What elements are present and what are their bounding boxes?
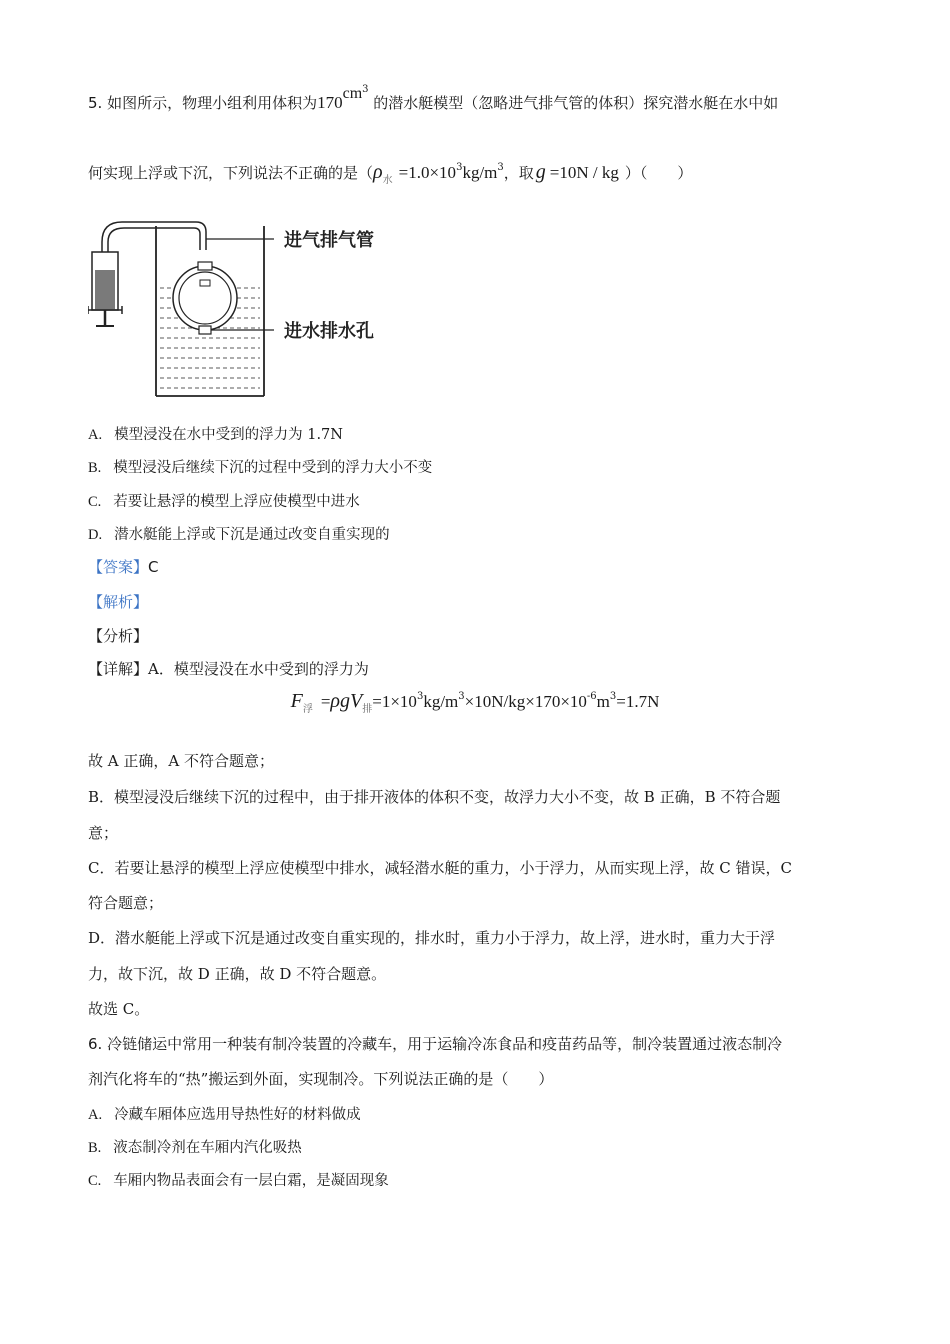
option-letter: A. bbox=[88, 1107, 103, 1123]
q5-volume: 170 bbox=[317, 93, 343, 112]
q5-text-2b: ）（ ） bbox=[624, 164, 693, 182]
option-letter: C. bbox=[88, 1173, 102, 1189]
formula-part1: =1×10 bbox=[372, 692, 417, 711]
q6-number: 6 bbox=[88, 1035, 98, 1053]
detail-tag: 【详解】 bbox=[88, 660, 149, 678]
q6-line-1 bbox=[88, 1033, 870, 1054]
option-letter: C. bbox=[88, 494, 102, 510]
formula-part3: ×10N/kg×170×10 bbox=[464, 692, 587, 711]
tube bbox=[102, 222, 206, 250]
label-hole: 进水排水孔 bbox=[284, 321, 374, 342]
formula-part5: =1.7N bbox=[616, 692, 660, 711]
option-text: 模型浸没在水中受到的浮力为 1.7N bbox=[114, 427, 343, 443]
rho-subscript: 水 bbox=[382, 175, 393, 186]
q6-text-1: . 冷链储运中常用一种装有制冷装置的冷藏车，用于运输冷冻食品和疫苗药品等，制冷装置通过液态制冷 bbox=[97, 1035, 783, 1053]
q5-unit: cm bbox=[342, 85, 363, 102]
g-symbol: g bbox=[535, 161, 546, 183]
rho-exponent: 3 bbox=[456, 162, 463, 173]
q5-option-a bbox=[88, 423, 870, 444]
formula-eq: = bbox=[320, 692, 331, 711]
detail-d-2: 力，故下沉，故 D 正确，故 D 不符合题意。 bbox=[88, 965, 387, 983]
q5-text-2a: 何实现上浮或下沉，下列说法不正确的是（ bbox=[88, 164, 374, 182]
detail-c-1: C．若要让悬浮的模型上浮应使模型中排水，减轻潜水艇的重力，小于浮力，从而实现上浮，故 C 错误，C bbox=[88, 859, 792, 877]
option-text: 冷藏车厢体应选用导热性好的材料做成 bbox=[114, 1107, 361, 1123]
analysis-tag: 【解析】 bbox=[88, 593, 149, 611]
rho-symbol: ρ bbox=[373, 161, 383, 183]
q5-line-2 bbox=[88, 161, 870, 184]
option-letter: D. bbox=[88, 527, 103, 543]
rho-unit-exponent: 3 bbox=[497, 162, 504, 173]
answer-line bbox=[88, 556, 870, 577]
formula-V-sub: 排 bbox=[362, 704, 373, 715]
option-text: 模型浸没后继续下沉的过程中受到的浮力大小不变 bbox=[113, 460, 433, 476]
q6-line-2: 剂汽化将车的“热”搬运到外面，实现制冷。下列说法正确的是（ ） bbox=[88, 1070, 554, 1088]
q5-text-1b: 的潜水艇模型（忽略进气排气管的体积）探究潜水艇在水中如 bbox=[368, 94, 779, 112]
option-text: 车厢内物品表面会有一层白霜，是凝固现象 bbox=[113, 1173, 389, 1189]
option-text: 潜水艇能上浮或下沉是通过改变自重实现的 bbox=[114, 527, 390, 543]
g-value: =10N / kg bbox=[549, 163, 619, 182]
option-text: 液态制冷剂在车厢内汽化吸热 bbox=[113, 1140, 302, 1156]
buoyancy-formula bbox=[0, 690, 950, 713]
fenxi-tag: 【分析】 bbox=[88, 627, 149, 645]
answer-tag: 【答案】 bbox=[88, 558, 149, 576]
q6-option-a bbox=[88, 1103, 870, 1124]
detail-a-line bbox=[88, 658, 870, 679]
formula-exp2: 3 bbox=[458, 691, 465, 702]
detail-c-2: 符合题意； bbox=[88, 894, 164, 912]
rho-value: =1.0×10 bbox=[398, 163, 457, 182]
option-letter: A. bbox=[88, 427, 103, 443]
conclusion: 故选 C。 bbox=[88, 1000, 150, 1018]
option-letter: B. bbox=[88, 1140, 102, 1156]
q5-option-d bbox=[88, 523, 870, 544]
detail-d-1: D．潜水艇能上浮或下沉是通过改变自重实现的，排水时，重力小于浮力，故上浮，进水时，重力大于浮 bbox=[88, 929, 776, 947]
formula-exp4: 3 bbox=[609, 691, 617, 702]
syringe-icon bbox=[88, 242, 122, 326]
q5-option-c bbox=[88, 490, 870, 511]
option-letter: B. bbox=[88, 460, 102, 476]
g-text: ，取 bbox=[503, 164, 534, 182]
formula-part4: m bbox=[596, 692, 610, 711]
formula-exp3: -6 bbox=[586, 691, 597, 702]
q5-unit-exp: 3 bbox=[362, 84, 369, 95]
option-text: 若要让悬浮的模型上浮应使模型中进水 bbox=[113, 494, 360, 510]
q6-option-c bbox=[88, 1169, 870, 1190]
detail-b-2: 意； bbox=[88, 824, 119, 842]
q5-number: 5 bbox=[88, 94, 98, 112]
detail-b-1: B．模型浸没后继续下沉的过程中，由于排开液体的体积不变，故浮力大小不变，故 B 正确，B 不符合题 bbox=[88, 788, 781, 806]
label-tube: 进气排气管 bbox=[284, 230, 374, 251]
formula-part2: kg/m bbox=[423, 692, 459, 711]
formula-g: g bbox=[340, 690, 351, 712]
q6-option-b bbox=[88, 1136, 870, 1157]
rho-unit: kg/m bbox=[462, 163, 498, 182]
formula-F-sub: 浮 bbox=[302, 704, 313, 715]
detail-a-end: 故 A 正确，A 不符合题意； bbox=[88, 752, 274, 770]
detail-a-text: A．模型浸没在水中受到的浮力为 bbox=[148, 660, 369, 678]
submarine-model-figure bbox=[88, 218, 418, 398]
formula-exp1: 3 bbox=[416, 691, 424, 702]
q5-line-1 bbox=[88, 84, 870, 113]
q5-option-b bbox=[88, 456, 870, 477]
submarine-model bbox=[173, 262, 237, 334]
formula-V: V bbox=[350, 690, 363, 712]
q5-text-1a: . 如图所示，物理小组利用体积为 bbox=[97, 94, 318, 112]
formula-F: F bbox=[290, 690, 303, 712]
answer-value: C bbox=[148, 558, 159, 576]
formula-rho: ρ bbox=[330, 690, 341, 712]
